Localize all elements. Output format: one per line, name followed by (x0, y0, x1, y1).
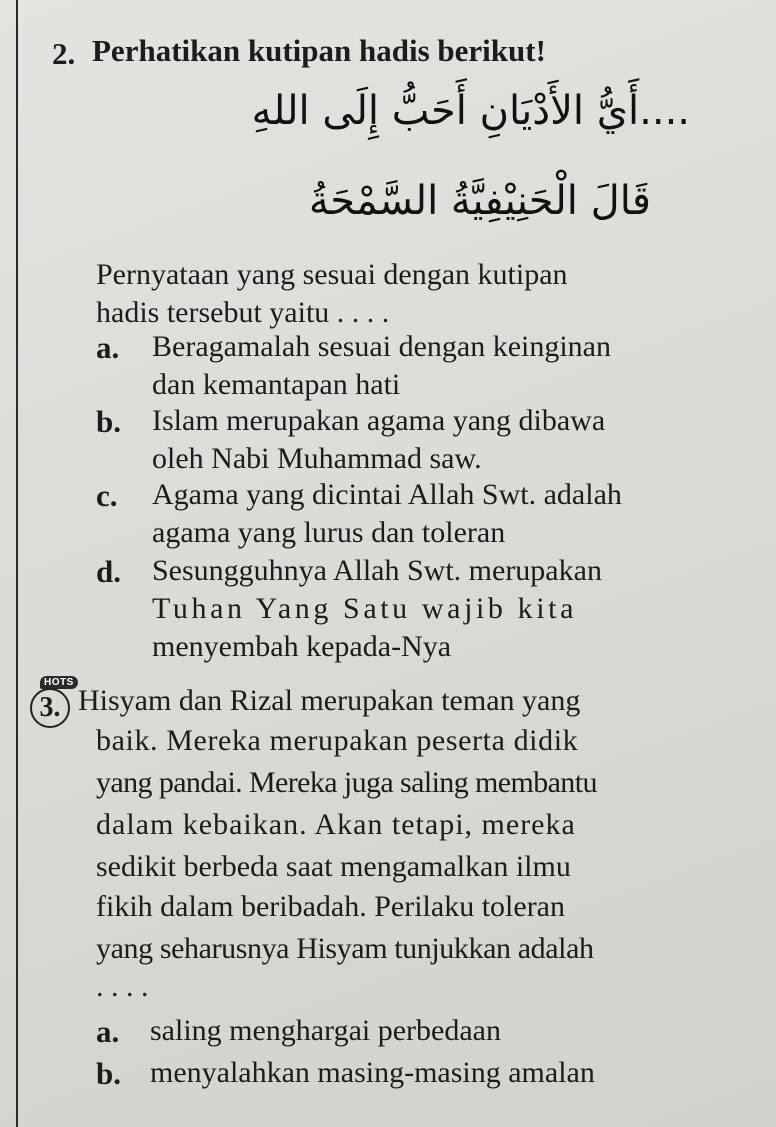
question-2-stem-line-2: hadis tersebut yaitu . . . . (96, 296, 390, 329)
arabic-line-2: قَالَ الْحَنِيْفِيَّةُ السَّمْحَةُ (308, 178, 651, 224)
q3-option-a-text: saling menghargai perbedaan (150, 1014, 501, 1047)
option-c-line-2: agama yang lurus dan toleran (152, 516, 506, 549)
option-d-line-2: Tuhan Yang Satu wajib kita (152, 592, 578, 625)
option-d-line-1: Sesungguhnya Allah Swt. merupakan (152, 554, 602, 587)
margin-line (16, 0, 18, 1127)
question-3-number: 3. (30, 688, 70, 728)
option-b-line-1: Islam merupakan agama yang dibawa (152, 404, 606, 437)
question-3-line-8: . . . . (96, 970, 149, 1003)
option-d-letter: d. (96, 554, 121, 589)
arabic-line-1: ....أَيُّ الأَدْيَانِ أَحَبُّ إِلَى اللهِ (251, 88, 690, 134)
option-b-letter: b. (96, 404, 121, 439)
hots-badge: HOTS (40, 676, 78, 689)
question-3-line-5: sedikit berbeda saat mengamalkan ilmu (96, 850, 571, 883)
question-3-line-2: baik. Mereka merupakan peserta didik (96, 724, 579, 757)
question-3-line-4: dalam kebaikan. Akan tetapi, mereka (96, 808, 576, 841)
option-d-line-3: menyembah kepada-Nya (152, 630, 452, 663)
question-3-line-6: fikih dalam beribadah. Perilaku toleran (96, 890, 565, 923)
option-a-line-1: Beragamalah sesuai dengan keinginan (152, 330, 611, 363)
question-2-stem-line-1: Pernyataan yang sesuai dengan kutipan (96, 258, 568, 291)
option-a-line-2: dan kemantapan hati (152, 368, 401, 401)
question-3-line-3: yang pandai. Mereka juga saling membantu (96, 766, 597, 799)
option-b-line-2: oleh Nabi Muhammad saw. (152, 442, 482, 475)
question-3-line-7: yang seharusnya Hisyam tunjukkan adalah (96, 932, 594, 965)
question-2-title: Perhatikan kutipan hadis berikut! (92, 33, 546, 68)
option-c-line-1: Agama yang dicintai Allah Swt. adalah (152, 478, 622, 511)
question-2-number: 2. (52, 36, 76, 71)
question-3-line-1: Hisyam dan Rizal merupakan teman yang (78, 684, 581, 717)
q3-option-b-letter: b. (96, 1056, 121, 1091)
q3-option-a-letter: a. (96, 1014, 120, 1049)
option-c-letter: c. (96, 478, 118, 513)
option-a-letter: a. (96, 330, 120, 365)
q3-option-b-text: menyalahkan masing-masing amalan (150, 1056, 595, 1089)
